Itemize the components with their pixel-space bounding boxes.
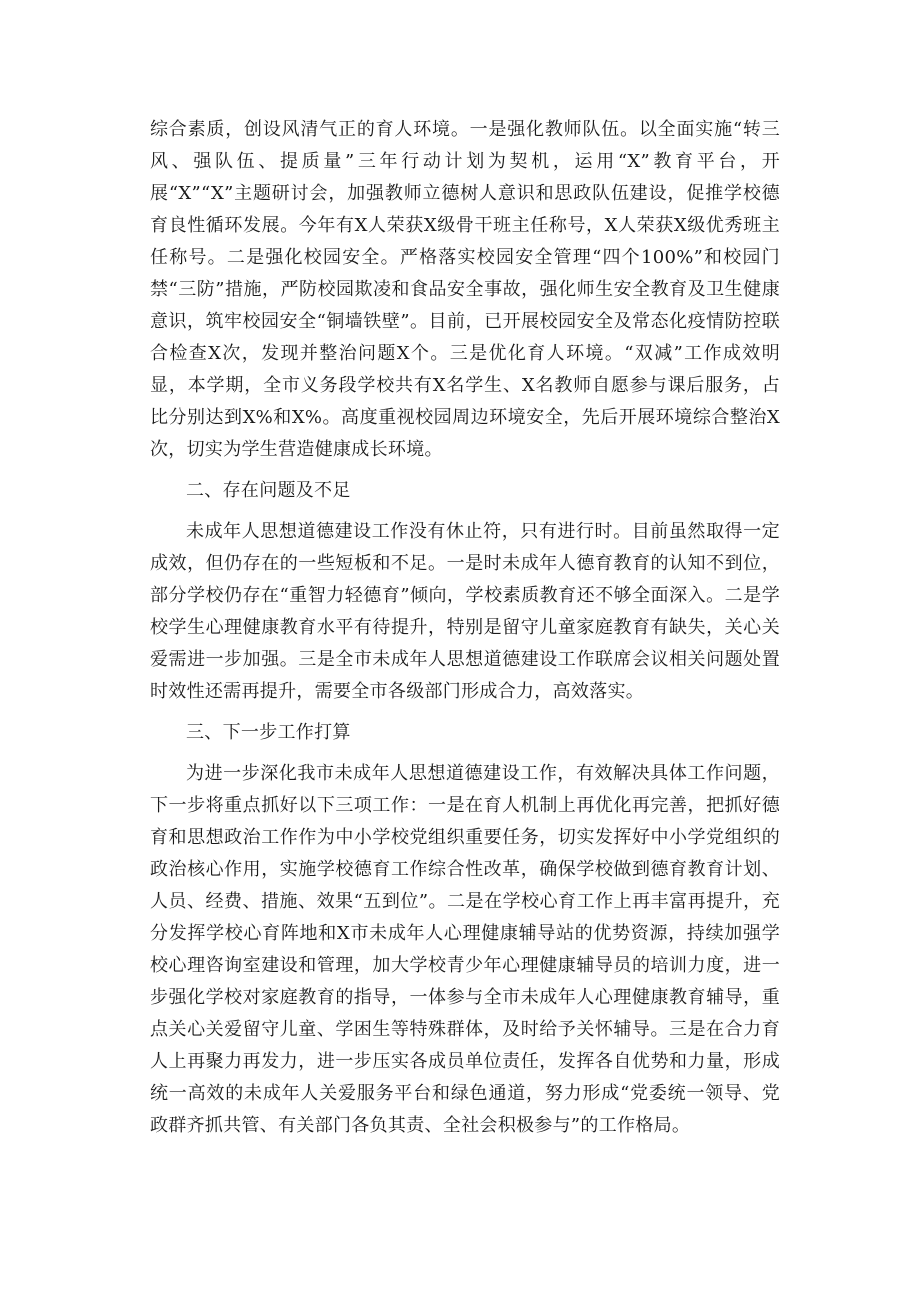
section-body-next-steps: 为进一步深化我市未成年人思想道德建设工作，有效解决具体工作问题，下一步将重点抓好以下三项工作：一是在育人机制上再优化再完善，把抓好德育和思想政治工作作为中小学校党组织重要任务，切实发挥好中小学党组织的政治核心作用，实施学校德育工作综合性改革，确保学校做到德育教育计划、人员、经费、措施、效果“五到位”。二是在学校心育工作上再丰富再提升，充分发挥学校心育阵地和X市未成年人心理健康辅导站的优势资源，持续加强学校心理咨询室建设和管理，加大学校青少年心理健康辅导员的培训力度，进一步强化学校对家庭教育的指导，一体参与全市未成年人心理健康教育辅导，重点关心关爱留守儿童、学困生等特殊群体，及时给予关怀辅导。三是在合力育人上再聚力再发力，进一步压实各成员单位责任，发挥各自优势和力量，形成统一高效的未成年人关爱服务平台和绿色通道，努力形成“党委统一领导、党政群齐抓共管、有关部门各负其责、全社会积极参与”的工作格局。 bbox=[150, 763, 780, 1136]
paragraph-continuation: 综合素质，创设风清气正的育人环境。一是强化教师队伍。以全面实施“转三风、强队伍、提质量”三年行动计划为契机，运用“X”教育平台，开展“X”“X”主题研讨会，加强教师立德树人意识和思政队伍建设，促推学校德育良性循环发展。今年有X人荣获X级骨干班主任称号，X人荣获X级优秀班主任称号。二是强化校园安全。严格落实校园安全管理“四个100%”和校园门禁“三防”措施，严防校园欺凌和食品安全事故，强化师生安全教育及卫生健康意识，筑牢校园安全“铜墙铁壁”。目前，已开展校园安全及常态化疫情防控联合检查X次，发现并整治问题X个。三是优化育人环境。“双减”工作成效明显，本学期，全市义务段学校共有X名学生、X名教师自愿参与课后服务，占比分别达到X%和X%。高度重视校园周边环境安全，先后开展环境综合整治X次，切实为学生营造健康成长环境。 bbox=[150, 119, 780, 460]
section-heading-problems: 二、存在问题及不足 bbox=[186, 480, 351, 501]
document-body bbox=[150, 114, 780, 1142]
section-heading-next-steps: 三、下一步工作打算 bbox=[186, 722, 351, 743]
section-body-problems: 未成年人思想道德建设工作没有休止符，只有进行时。目前虽然取得一定成效，但仍存在的一些短板和不足。一是时未成年人德育教育的认知不到位，部分学校仍存在“重智力轻德育”倾向，学校素质教育还不够全面深入。二是学校学生心理健康教育水平有待提升，特别是留守儿童家庭教育有缺失，关心关爱需进一步加强。三是全市未成年人思想道德建设工作联席会议相关问题处置时效性还需再提升，需要全市各级部门形成合力，高效落实。 bbox=[150, 521, 780, 702]
